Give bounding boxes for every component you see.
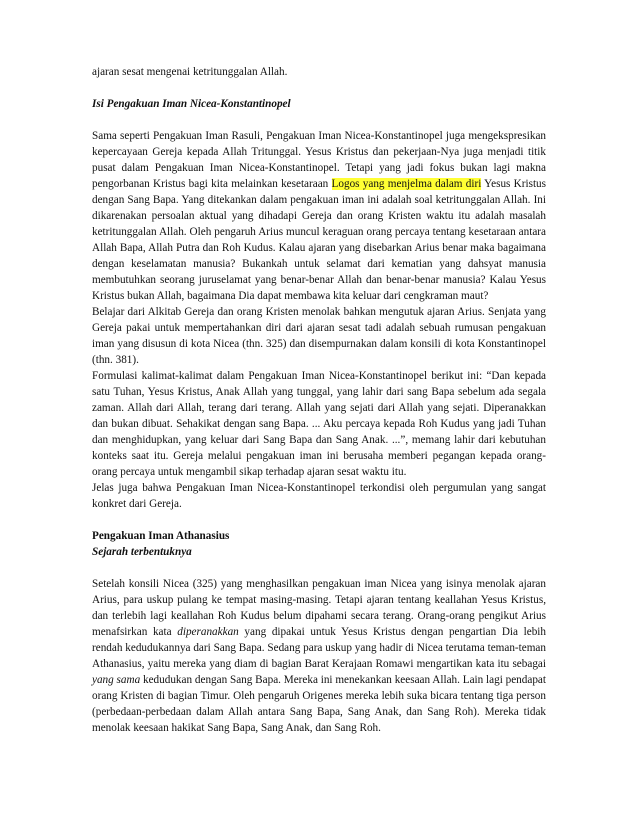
document-page [92,64,546,736]
paragraph-4: Jelas juga bahwa Pengakuan Iman Nicea-Konstantinopel terkondisi oleh pergumulan yang sangat konkret dari Gereja. [92,482,546,510]
text-line-top: ajaran sesat mengenai ketritunggalan Allah. [92,66,288,78]
paragraph-2: Belajar dari Alkitab Gereja dan orang Kristen menolak bahkan mengutuk ajaran Arius. Senjata yang Gereja pakai untuk mempertahankan diri dari ajaran sesat tadi adalah sebuah rumusan pengakuan iman yang disusun di kota Nicea (thn. 325) dan disempurnakan dalam konsili di kota Konstantinopel (thn. 381). [92,306,546,366]
paragraph-5-text-a: Setelah konsili Nicea (325) yang menghasilkan pengakuan iman Nicea yang isinya menolak ajaran Arius, para uskup pulang ke tempat masing-masing. Tetapi ajaran tentang keallahan Yesus Kristus, dan terlebih lagi keallahan Roh Kudus belum dipahami secara terang. Orang-orang pengikut Arius menafsirkan kata [92,578,546,638]
section-heading-nicea: Isi Pengakuan Iman Nicea-Konstantinopel [92,98,291,110]
highlighted-phrase: Logos yang menjelma dalam diri [331,178,482,190]
paragraph-5-text-c: kedudukan dengan Sang Bapa. Mereka ini menekankan keesaan Allah. Lain lagi pendapat orang Kristen di bagian Timur. Oleh pengaruh Origenes mereka lebih suka bicara tentang tiga person (perbedaan-perbedaan dalam Allah antara Sang Bapa, Sang Anak, dan Sang Roh). Mereka tidak menolak keesaan hakikat Sang Bapa, Sang Anak, dan Sang Roh. [92,674,547,734]
paragraph-1-text-b: Yesus Kristus dengan Sang Bapa. Yang ditekankan dalam pengakuan iman ini adalah soal ketritunggalan Allah. Ini dikarenakan persoalan aktual yang dihadapi Gereja dan orang Kristen waktu itu adalah masalah ketritunggalan Allah. Oleh pengaruh Arius muncul keraguan orang percaya tentang kesetaraan antara Allah Bapa, Allah Putra dan Roh Kudus. Kalau ajaran yang disebarkan Arius benar maka bagaimana dengan keselamatan manusia? Bukankah untuk selamat dari kematian yang dahsyat manusia membutuhkan seorang juruselamat yang benar-benar Allah dan benar-benar manusia? Kalau Yesus Kristus bukan Allah, bagaimana Dia dapat membawa kita keluar dari cengkraman maut? [92,178,546,302]
paragraph-1-text-a: Sama seperti Pengakuan Iman Rasuli, Pengakuan Iman Nicea-Konstantinopel juga mengekspresikan kepercayaan Gereja kepada Allah Tritunggal. Yesus Kristus dan pekerjaan-Nya juga menjadi titik pusat dalam Pengakuan Iman Nicea-Konstantinopel. Tetapi yang jadi fokus bukan lagi makna pengorbanan Kristus bagi kita melainkan kesetaraan [92,130,546,190]
paragraph-1 [92,128,546,304]
italic-term-diperanakkan: diperanakkan [177,626,239,638]
paragraph-5-text-b: yang dipakai untuk Yesus Kristus dengan pengartian Dia lebih rendah kedudukannya dari Sang Bapa. Sedang para uskup yang hadir di Nicea terutama teman-teman Athanasius, yaitu mereka yang diam di bagian Barat Kerajaan Romawi mengartikan kata itu sebagai [92,626,546,670]
paragraph-5 [92,576,546,736]
section-heading-athanasius: Pengakuan Iman Athanasius [92,530,230,542]
paragraph-3: Formulasi kalimat-kalimat dalam Pengakuan Iman Nicea-Konstantinopel berikut ini: “Dan kepada satu Tuhan, Yesus Kristus, Anak Allah yang tunggal, yang lahir dari sang Bapa sebelum ada segala zaman. Allah dari Allah, terang dari terang. Allah yang sejati dari Allah yang sejati. Diperanakkan dan bukan dibuat. Sehakikat dengan sang Bapa. ... Aku percaya kepada Roh Kudus yang jadi Tuhan dan menghidupkan, yang keluar dari Sang Bapa dan Sang Anak. ...”, memang lahir dari kebutuhan konteks saat itu. Gereja melalui pengakuan iman ini berusaha memberi pegangan kepada orang-orang percaya untuk mengambil sikap terhadap ajaran sesat waktu itu. [92,370,546,478]
subheading-history: Sejarah terbentuknya [92,546,192,558]
italic-term-yang-sama: yang sama [92,674,141,686]
